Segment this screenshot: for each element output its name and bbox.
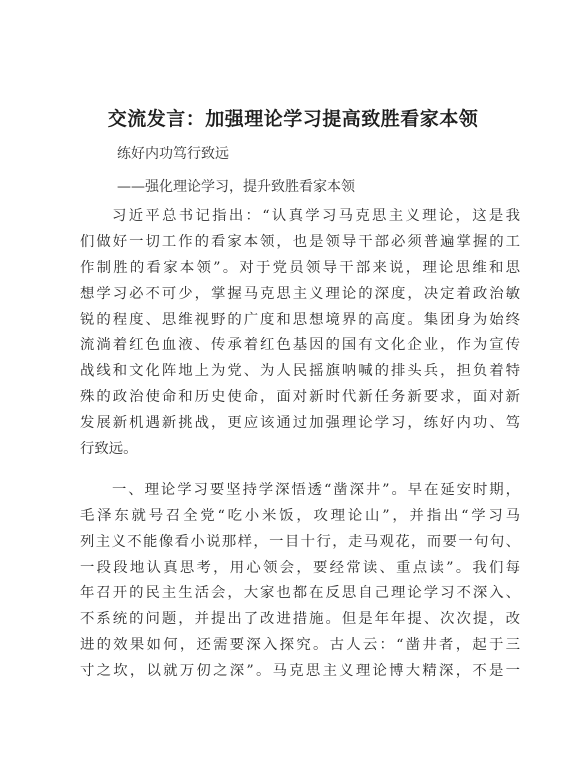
paragraph-line: 想学习必不可少，掌握马克思主义理论的深度，决定着政治敏 bbox=[80, 285, 520, 302]
paragraph-line: 毛泽东就号召全党“吃小米饭，攻理论山”，并指出“学习马 bbox=[80, 507, 520, 524]
paragraph-line: 一段段地认真思考，用心领会，要经常读、重点读”。我们每 bbox=[80, 559, 520, 576]
paragraph-line: 们做好一切工作的看家本领，也是领导干部必须普遍掌握的工 bbox=[80, 233, 520, 250]
document-subtitle: 练好内功笃行致远 bbox=[117, 146, 229, 162]
paragraph-line: 一、理论学习要坚持学深悟透“凿深井”。早在延安时期， bbox=[112, 481, 520, 498]
paragraph-line: 锐的程度、思维视野的广度和思想境界的高度。集团身为始终 bbox=[80, 311, 520, 328]
paragraph-line: 行致远。 bbox=[80, 441, 138, 458]
paragraph-line: 年召开的民主生活会，大家也都在反思自己理论学习不深入、 bbox=[80, 585, 520, 602]
document-subheading: ——强化理论学习，提升致胜看家本领 bbox=[117, 179, 355, 195]
paragraph-line: 流淌着红色血液、传承着红色基因的国有文化企业，作为宣传 bbox=[80, 337, 520, 354]
paragraph-line: 作制胜的看家本领”。对于党员领导干部来说，理论思维和思 bbox=[80, 259, 520, 276]
document-title: 交流发言：加强理论学习提高致胜看家本领 bbox=[107, 108, 479, 130]
paragraph-line: 习近平总书记指出：“认真学习马克思主义理论，这是我 bbox=[112, 208, 520, 224]
paragraph-intro bbox=[80, 204, 520, 463]
paragraph-line: 殊的政治使命和历史使命，面对新时代新任务新要求，面对新 bbox=[80, 389, 520, 406]
paragraph-line: 寸之坎，以就万仞之深”。马克思主义理论博大精深，不是一 bbox=[80, 663, 520, 680]
paragraph-section-one bbox=[80, 478, 520, 685]
document-body bbox=[80, 204, 520, 685]
paragraph-line: 进的效果如何，还需要深入探究。古人云：“凿井者，起于三 bbox=[80, 637, 520, 654]
paragraph-line: 列主义不能像看小说那样，一目十行，走马观花，而要一句句、 bbox=[80, 533, 520, 550]
paragraph-line: 发展新机遇新挑战，更应该通过加强理论学习，练好内功、笃 bbox=[80, 415, 520, 432]
paragraph-line: 战线和文化阵地上为党、为人民摇旗呐喊的排头兵，担负着特 bbox=[80, 363, 520, 380]
paragraph-spacer bbox=[80, 463, 520, 478]
paragraph-line: 不系统的问题，并提出了改进措施。但是年年提、次次提，改 bbox=[80, 611, 520, 628]
